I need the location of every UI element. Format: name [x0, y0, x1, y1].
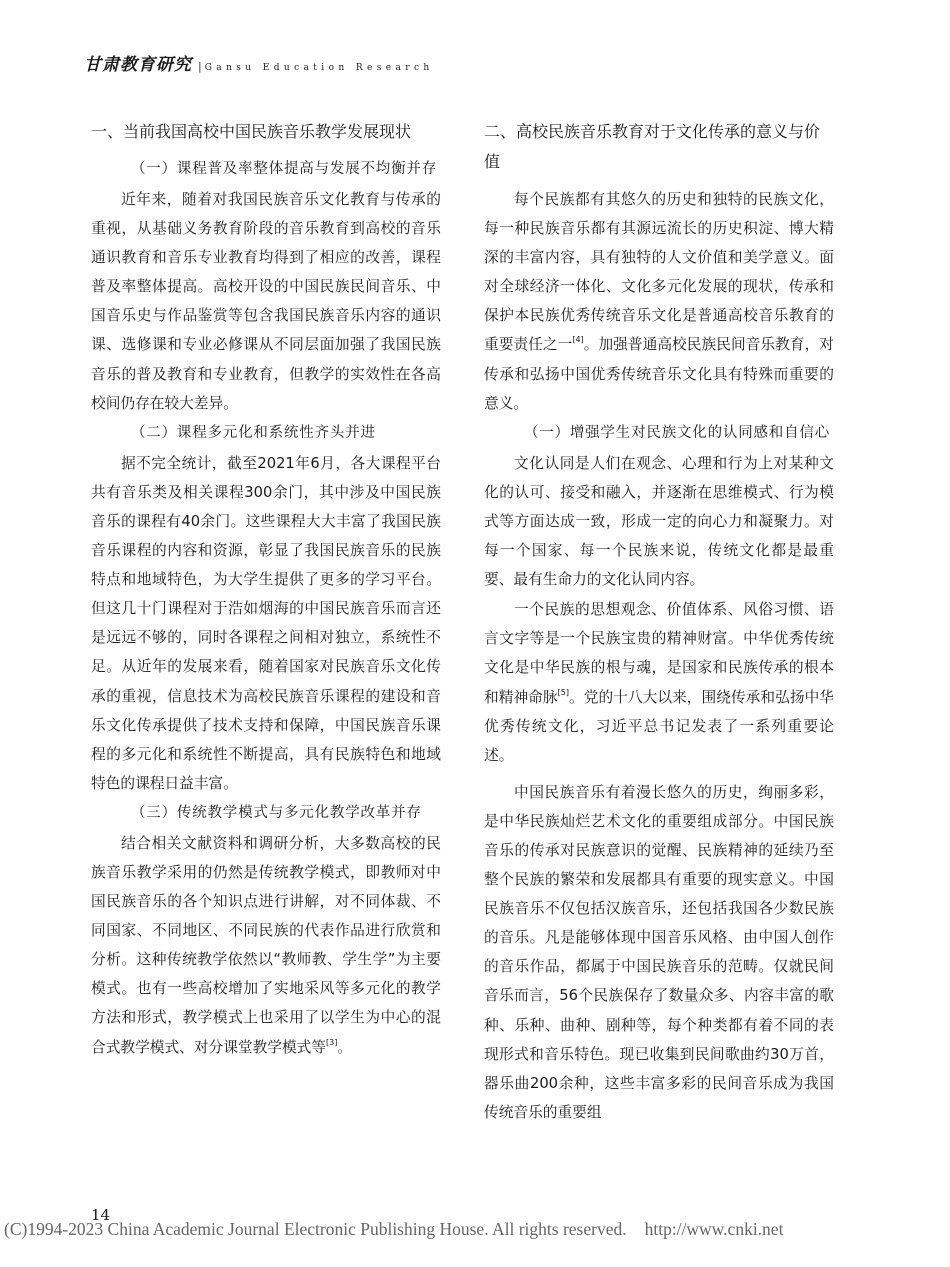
subsection-title-1-1: （一）课程普及率整体提高与发展不均衡并存	[131, 161, 437, 177]
paragraph-text: 结合相关文献资料和调研分析，大多数高校的民族音乐教学采用的仍然是传统教学模式，即教师对中国民族音乐的各个知识点进行讲解，对不同体裁、不同国家、不同地区、不同民族的代表作品进行欣赏和分析。这种传统教学依然以“教师教、学生学”为主要模式。也有一些高校增加了实地采风等多元化的教学方法和形式，教学模式上也采用了以学生为中心的混合式教学模式、对分课堂教学模式等	[91, 834, 441, 1056]
paragraph	[484, 185, 834, 418]
journal-header	[84, 50, 434, 75]
paragraph-text: 一个民族的思想观念、价值体系、风俗习惯、语言文字等是一个民族宝贵的精神财富。中华优秀传统文化是中华民族的根与魂，是国家和民族传承的根本和精神命脉	[484, 601, 834, 706]
paragraph: 近年来，随着对我国民族音乐文化教育与传承的重视，从基础义务教育阶段的音乐教育到高校的音乐通识教育和音乐专业教育均得到了相应的改善，课程普及率整体提高。高校开设的中国民族民间音乐、中国音乐史与作品鉴赏等包含我国民族音乐内容的通识课、选修课和专业必修课从不同层面加强了我国民族音乐的普及教育和专业教育，但教学的实效性在各高校间仍存在较大差异。	[91, 191, 441, 412]
paragraph-text-end: 。加强普通高校民族民间音乐教育，对传承和弘扬中国优秀传统音乐文化具有特殊而重要的意义。	[484, 336, 834, 412]
copyright-text: (C)1994-2023 China Academic Journal Electronic Publishing House. All rights reserved.	[4, 1219, 627, 1239]
paragraph-text: 每个民族都有其悠久的历史和独特的民族文化，每一种民族音乐都有其源远流长的历史积淀、博大精深的丰富内容，具有独特的人文价值和美学意义。面对全球经济一体化、文化多元化发展的现状，传承和保护本民族优秀传统音乐文化是普通高校音乐教育的重要责任之一	[484, 191, 834, 354]
header-separator: |	[198, 60, 202, 73]
citation-ref: [3]	[326, 1037, 338, 1047]
left-column	[91, 117, 441, 1063]
paragraph-text-end: 。	[337, 1038, 353, 1056]
copyright-footer	[4, 1219, 783, 1240]
subsection-title-1-3: （三）传统教学模式与多元化教学改革并存	[131, 804, 422, 821]
right-column	[484, 117, 834, 1128]
page-number: 14	[91, 1206, 111, 1224]
paragraph: 中国民族音乐有着漫长悠久的历史，绚丽多彩，是中华民族灿烂艺术文化的重要组成部分。中国民族音乐的传承对民族意识的觉醒、民族精神的延续乃至整个民族的繁荣和发展都具有重要的现实意义。中国民族音乐不仅包括汉族音乐，还包括我国各少数民族的音乐。凡是能够体现中国音乐风格、由中国人创作的音乐作品，都属于中国民族音乐的范畴。仅就民间音乐而言，56个民族保存了数量众多、内容丰富的歌种、乐种、曲种、剧种等，每个种类都有着不同的表现形式和音乐特色。现已收集到民间歌曲约30万首，器乐曲200余种，这些丰富多彩的民间音乐成为我国传统音乐的重要组	[484, 783, 834, 1121]
section-title-2: 二、高校民族音乐教育对于文化传承的意义与价值	[484, 122, 821, 171]
subsection-title-2-1: （一）增强学生对民族文化的认同感和自信心	[524, 424, 830, 441]
journal-title-en: Gansu Education Research	[204, 63, 434, 73]
journal-title-cn: 甘肃教育研究	[84, 55, 192, 75]
section-title-1: 一、当前我国高校中国民族音乐教学发展现状	[91, 122, 412, 141]
paragraph-text-end: 。党的十八大以来，围绕传承和弘扬中华优秀传统文化，习近平总书记发表了一系列重要论述。	[484, 688, 834, 764]
paragraph	[484, 595, 834, 770]
subsection-title-1-2: （二）课程多元化和系统性齐头并进	[131, 424, 376, 441]
paragraph: 据不完全统计，截至2021年6月，各大课程平台共有音乐类及相关课程300余门，其中涉及中国民族音乐的课程有40余门。这些课程大大丰富了我国民族音乐课程的内容和资源，彰显了我国民族音乐的民族特点和地域特色，为大学生提供了更多的学习平台。但这几十门课程对于浩如烟海的中国民族音乐而言还是远远不够的，同时各课程之间相对独立，系统性不足。从近年的发展来看，随着国家对民族音乐文化传承的重视，信息技术为高校民族音乐课程的建设和音乐文化传承提供了技术支持和保障，中国民族音乐课程的多元化和系统性不断提高，具有民族特色和地域特色的课程日益丰富。	[91, 454, 441, 792]
cnki-link[interactable]: http://www.cnki.net	[644, 1219, 784, 1239]
citation-ref: [4]	[572, 335, 584, 345]
paragraph	[91, 829, 441, 1062]
citation-ref: [5]	[557, 687, 569, 697]
paragraph: 文化认同是人们在观念、心理和行为上对某种文化的认可、接受和融入，并逐渐在思维模式、行为模式等方面达成一致，形成一定的向心力和凝聚力。对每一个国家、每一个民族来说，传统文化都是最重要、最有生命力的文化认同内容。	[484, 454, 834, 589]
